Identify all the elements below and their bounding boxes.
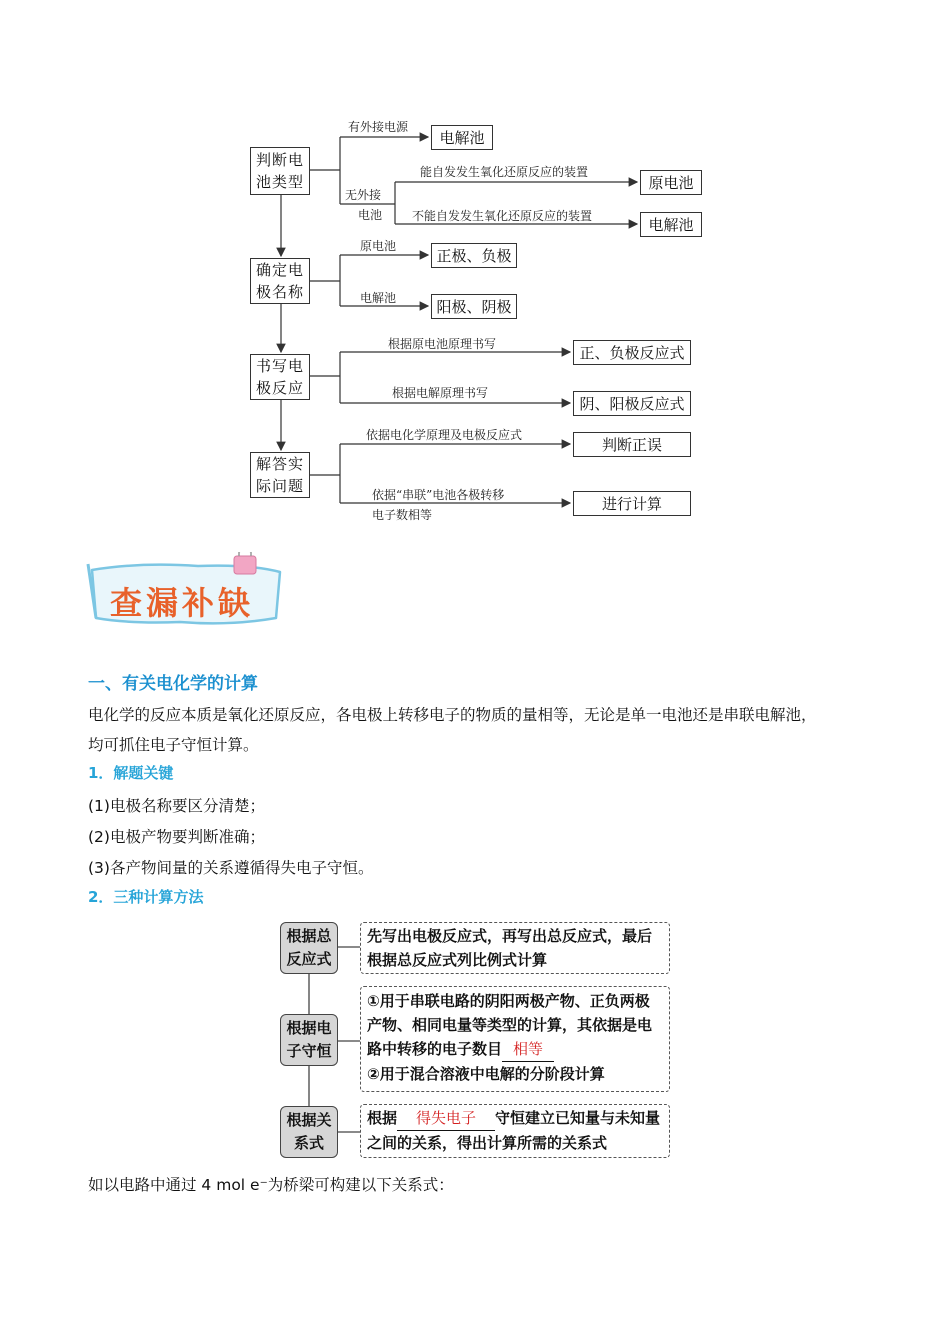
branch-label: 根据电解原理书写 [392,386,489,400]
result-box: 电解池 [640,212,702,237]
step-judge-type [250,147,310,195]
method-name: 系式 [293,1134,324,1152]
key-point: (2)电极产物要判断准确； [88,828,265,846]
result-box: 阳极、阴极 [431,294,517,319]
result-box: 原电池 [640,170,702,195]
answer-blank: 相等 [502,1037,554,1062]
method-name: 根据关 [286,1111,332,1129]
branch-label: 无外接 [345,188,382,202]
branch-label: 电池 [358,208,383,222]
branch-label: 依据电化学原理及电极反应式 [366,428,523,442]
step-label: 确定电 极名称 [255,261,304,301]
method-name: 反应式 [286,950,332,968]
branch-label: 依据“串联”电池各极转移 [372,488,505,502]
footer-line: 如以电路中通过 4 mol e⁻为桥梁可构建以下关系式： [88,1176,454,1194]
method-desc: 先写出电极反应式，再写出总反应式，最后根据总反应式列比例式计算 [360,922,670,974]
key-point: (1)电极名称要区分清楚； [88,797,265,815]
section-heading: 一、有关电化学的计算 [88,674,258,694]
sub-heading: 1．解题关键 [88,764,174,782]
flowchart-connectors [0,0,950,540]
branch-label: 电子数相等 [372,508,433,522]
step-electrode-name [250,258,310,304]
banner-title: 查漏补缺 [110,584,255,622]
method-desc [360,1104,670,1158]
desc-text: 守恒建立已知量与未知量之间的关系，得出计算所需的关系式 [367,1109,661,1152]
desc-text: ①用于串联电路的阴阳两极产物、正负两极产物、相同电量等类型的计算，其依据是电路中转移的电子数目 [367,992,653,1058]
branch-label: 电解池 [360,291,397,305]
result-box: 正极、负极 [431,243,517,268]
result-box: 进行计算 [573,491,691,516]
intro-line: 均可抓住电子守恒计算。 [88,736,259,754]
intro-line: 电化学的反应本质是氧化还原反应，各电极上转移电子的物质的量相等，无论是单一电池还是串联电解池， [88,706,817,724]
result-box: 阴、阳极反应式 [573,391,691,416]
branch-label: 不能自发发生氧化还原反应的装置 [412,209,593,223]
key-point: (3)各产物间量的关系遵循得失电子守恒。 [88,859,374,877]
desc-text: ②用于混合溶液中电解的分阶段计算 [367,1065,605,1083]
branch-label: 原电池 [360,239,397,253]
branch-label: 根据原电池原理书写 [388,337,497,351]
step-write-reaction [250,354,310,400]
answer-blank: 得失电子 [397,1106,495,1131]
method-name: 根据电 [286,1019,332,1037]
step-solve-problem [250,452,310,498]
method-desc [360,986,670,1092]
method-name: 根据总 [286,927,332,945]
method-name: 子守恒 [286,1042,332,1060]
method-box [280,1014,338,1066]
step-label: 书写电 极反应 [255,357,304,397]
method-box [280,1106,338,1158]
result-box: 电解池 [431,125,493,150]
sub-heading: 2．三种计算方法 [88,888,204,906]
method-box [280,922,338,974]
branch-label: 能自发发生氧化还原反应的装置 [420,165,589,179]
step-label: 解答实 际问题 [255,455,304,495]
result-box: 判断正误 [573,432,691,457]
desc-text: 根据 [367,1109,398,1127]
step-label: 判断电 池类型 [255,151,304,191]
result-box: 正、负极反应式 [573,340,691,365]
branch-label: 有外接电源 [348,120,409,134]
